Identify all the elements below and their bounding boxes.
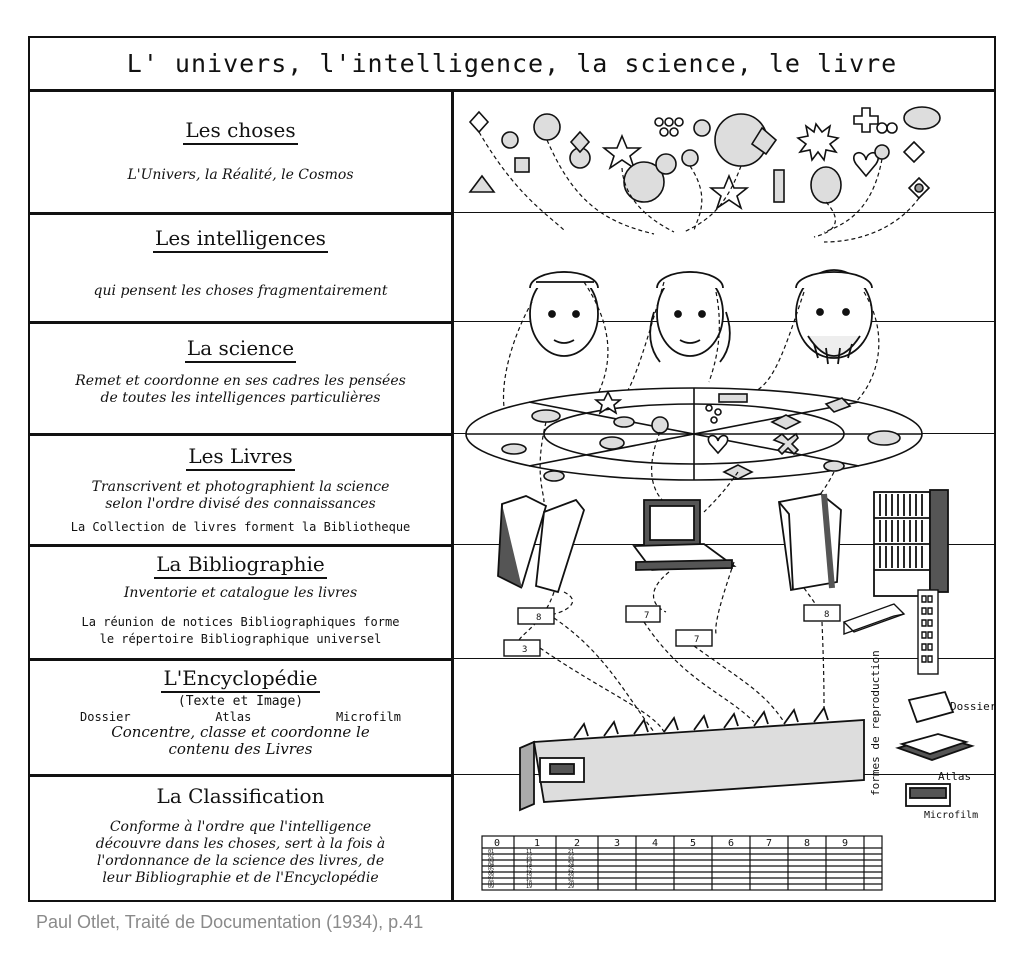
table-cell: 19 [526,884,533,891]
row-bibliographie [30,544,451,648]
encyclopedia-drawer [520,692,972,810]
card-number: 7 [694,635,700,645]
row-note-line: La réunion de notices Bibliographiques forme [81,615,400,629]
table-cell: 07 [488,875,495,882]
row-choses [30,110,451,210]
row-classification [30,776,451,887]
row-science [30,328,451,407]
row-description-line: contenu des Livres [168,740,313,758]
table-cell: 18 [526,879,533,886]
table-header: 2 [574,838,581,849]
side-label-dossier: Dossier [950,700,996,713]
table-cell: 24 [568,862,575,869]
table-cell: 15 [526,866,533,873]
science-wheel [466,388,922,481]
table-header: 9 [842,838,849,849]
things-to-minds-links [479,132,919,242]
table-cell: 14 [526,862,533,869]
row-description-line: de toutes les intelligences particulières [100,390,381,406]
row-separator [30,321,451,324]
table-cell: 29 [568,884,575,891]
table-cell: 16 [526,871,533,877]
row-heading: La Bibliographie [154,552,327,579]
table-header: 7 [766,838,773,849]
table-cell: 22 [568,853,575,860]
row-description: qui pensent les choses fragmentairement [93,283,388,299]
row-description-line: leur Bibliographie et de l'Encyclopédie [102,870,379,886]
row-description: Inventorie et catalogue les livres [123,585,358,601]
table-cell: 17 [526,875,533,882]
table-cell: 26 [568,871,575,877]
diagram-frame [28,36,996,902]
row-heading: L'Encyclopédie [161,666,319,693]
row-encyclopedie [30,658,451,758]
figure-caption: Paul Otlet, Traité de Documentation (1934), p.41 [36,912,424,932]
table-header: 8 [804,838,811,849]
card-number: 7 [644,611,650,621]
table-cell: 25 [568,866,575,873]
things-illustration [470,107,940,208]
row-description-line: Conforme à l'ordre que l'intelligence [109,819,372,835]
table-header: 0 [494,838,501,849]
row-heading: La science [185,336,296,363]
table-cell: 12 [526,853,533,860]
card-number: 8 [536,613,542,623]
trio-item: Microfilm [335,710,401,724]
table-cell: 02 [488,853,495,860]
reproduction-forms-label: formes de reproduction [869,650,882,796]
card-number: 3 [522,645,528,655]
row-description-line: découvre dans les choses, sert à la fois à [95,836,386,852]
table-cell: 05 [488,866,495,873]
table-cell: 08 [488,879,495,886]
table-cell: 01 [488,849,495,855]
row-heading: Les choses [183,118,297,145]
illustration-panel [454,92,996,902]
side-label-atlas: Atlas [938,770,972,783]
row-kicker: (Texte et Image) [177,694,304,709]
table-cell: 21 [568,849,575,855]
table-header: 1 [534,838,541,849]
table-cell: 23 [568,857,575,864]
table-cell: 04 [488,862,495,869]
row-trio [30,710,451,724]
row-note: La Collection de livres forment la Bibliotheque [70,520,411,534]
row-description-line: Transcrivent et photographient la science [91,479,390,495]
diagram-title: L' univers, l'intelligence, la science, le livre [30,38,994,92]
heads-illustration [530,270,872,364]
table-header: 4 [652,838,659,849]
table-cell: 03 [488,857,495,864]
row-description-line: l'ordonnance de la science des livres, de [96,853,385,869]
row-intelligences [30,218,451,300]
table-cell: 28 [568,879,575,886]
table-header: 3 [614,838,621,849]
left-column [30,92,451,902]
table-cell: 11 [526,849,533,855]
trio-item: Atlas [215,710,252,724]
table-header: 6 [728,838,735,849]
row-description: L'Univers, la Réalité, le Cosmos [127,167,354,183]
books-illustration [498,490,948,596]
row-separator [30,212,451,215]
classification-table [482,836,882,890]
row-heading: Les intelligences [153,226,328,253]
table-cell: 13 [526,857,533,864]
trio-item: Dossier [80,710,131,724]
table-cell: 09 [488,884,495,891]
row-heading: La Classification [156,784,325,808]
row-heading: Les Livres [186,444,294,471]
side-label-microfilm: Microfilm [924,810,979,821]
row-description-line: Concentre, classe et coordonne le [111,723,370,741]
row-livres [30,436,451,536]
row-description-line: Remet et coordonne en ses cadres les pensées [75,373,406,389]
table-header: 5 [690,838,697,849]
table-cell: 27 [568,875,575,882]
table-cell: 06 [488,871,495,877]
row-description-line: selon l'ordre divisé des connaissances [105,496,376,512]
card-number: 8 [824,610,830,620]
row-note-line: le répertoire Bibliographique universel [99,632,382,646]
